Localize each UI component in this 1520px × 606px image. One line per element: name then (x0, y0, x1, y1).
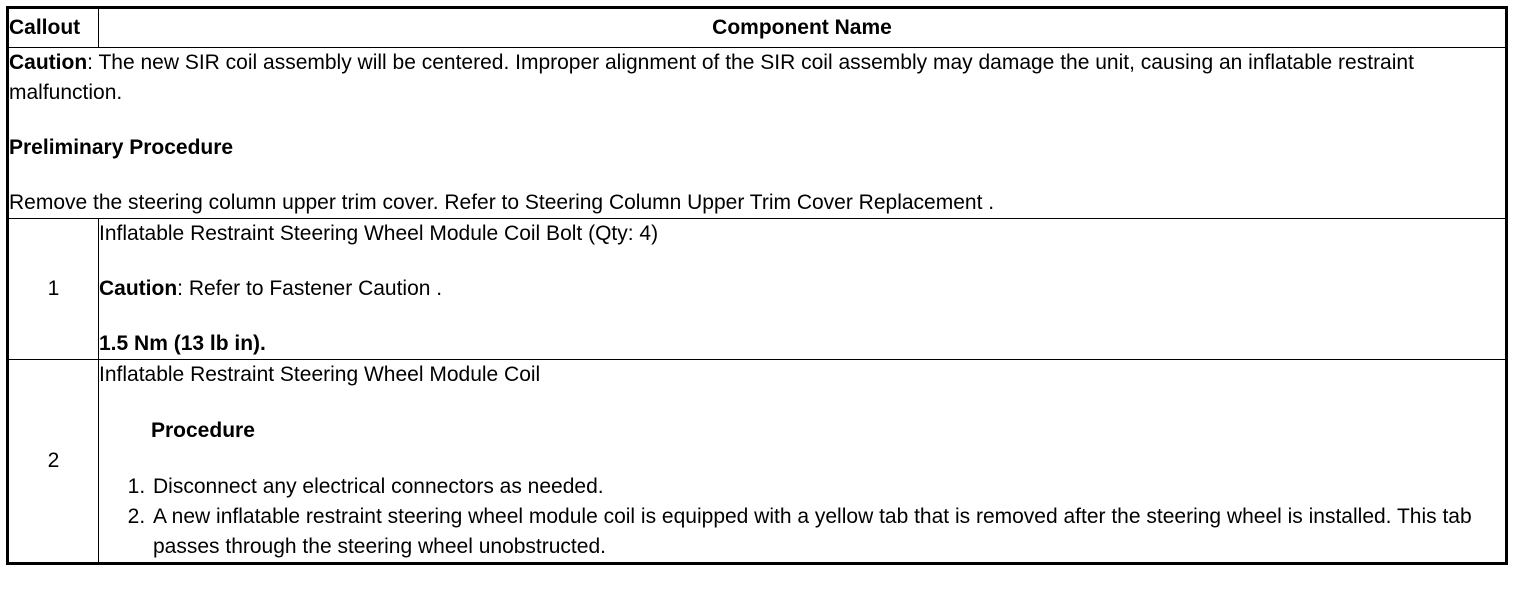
intro-caution-text: : The new SIR coil assembly will be centered. Improper alignment of the SIR coil assembly may damage the unit, causing an inflatable restraint malfunction. (9, 51, 1414, 104)
component-cell (99, 219, 1507, 360)
table-row (8, 360, 1507, 564)
procedure-step: 1. Disconnect any electrical connectors as needed. (151, 472, 1505, 502)
callout-column-header: Callout (8, 8, 99, 48)
component-name-column-header: Component Name (99, 8, 1507, 48)
intro-cell (8, 48, 1507, 219)
component-caution-label: Caution (99, 277, 178, 300)
component-name: Inflatable Restraint Steering Wheel Module Coil Bolt (Qty: 4) (99, 222, 659, 245)
component-name: Inflatable Restraint Steering Wheel Module Coil (99, 363, 541, 386)
intro-caution (9, 48, 1505, 108)
preliminary-heading: Preliminary Procedure (9, 136, 234, 159)
torque-spec: 1.5 Nm (13 lb in). (99, 332, 266, 355)
callout-cell: 2 (8, 360, 99, 564)
header-row (8, 8, 1507, 48)
component-cell (99, 360, 1507, 564)
preliminary-text: Remove the steering column upper trim cover. Refer to Steering Column Upper Trim Cover Replacement . (9, 191, 995, 214)
procedure-heading: Procedure (151, 419, 255, 442)
procedure-step: 2. A new inflatable restraint steering wheel module coil is equipped with a yellow tab that is removed after the steering wheel is installed. This tab passes through the steering wheel unobstructed. (151, 502, 1505, 562)
component-caution (99, 274, 1505, 304)
intro-row (8, 48, 1507, 219)
procedure-steps (99, 472, 1505, 562)
procedure-table (6, 6, 1508, 565)
component-caution-text: : Refer to Fastener Caution . (177, 277, 443, 300)
table-row (8, 219, 1507, 360)
callout-cell: 1 (8, 219, 99, 360)
intro-caution-label: Caution (9, 51, 88, 74)
